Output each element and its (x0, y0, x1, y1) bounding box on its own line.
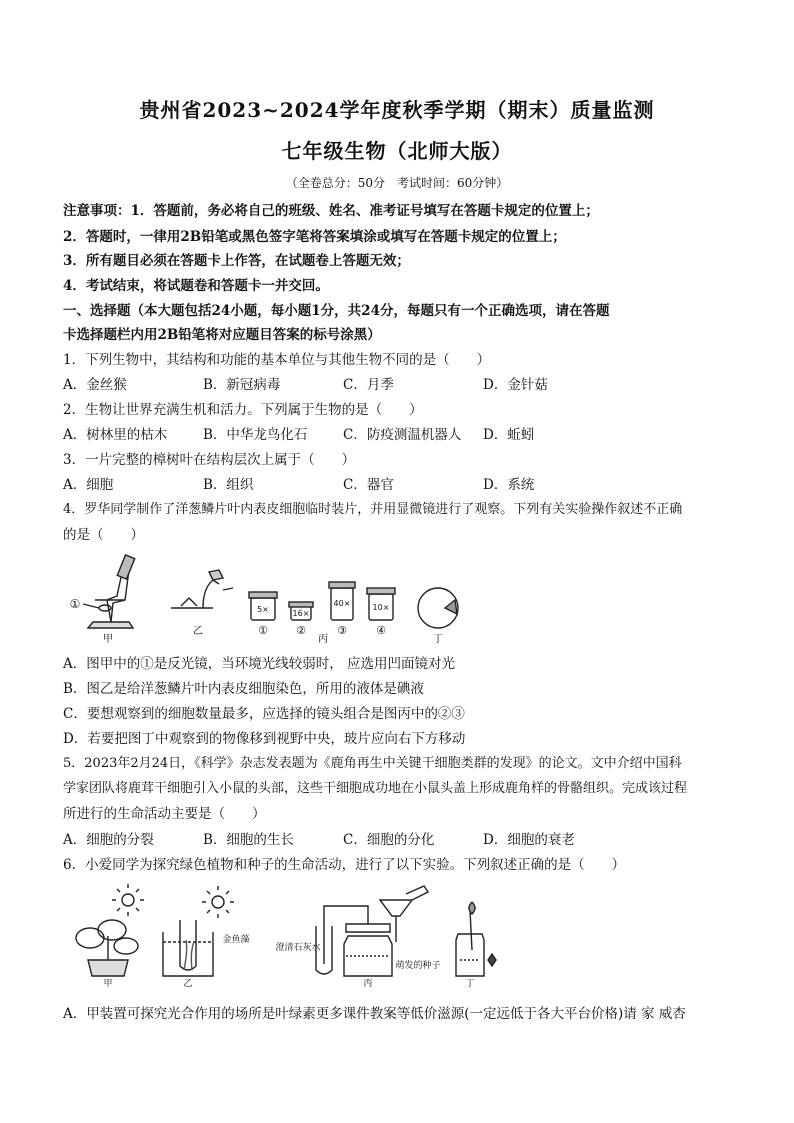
q4-option-c: C．要想观察到的细胞数量最多，应选择的镜头组合是图丙中的②③ (63, 706, 465, 722)
sun-icon (112, 884, 144, 916)
sun-icon-2 (202, 886, 234, 918)
q5-option-d: D．细胞的衰老 (483, 832, 575, 848)
q4-lens-label-16x: 16× (292, 609, 310, 618)
q4-option-b: B．图乙是给洋葱鳞片叶内表皮细胞染色，所用的液体是碘液 (63, 681, 424, 697)
q2-option-d: D．蚯蚓 (483, 427, 535, 443)
staining-drawing (171, 570, 233, 608)
q4-lens-number-4: ④ (376, 624, 386, 637)
note-3: 3．所有题目必须在答题卡上作答，在试题卷上答题无效； (63, 253, 410, 269)
q3-option-a: A．细胞 (63, 477, 114, 493)
section-heading-line1: 一、选择题（本大题包括24小题，每小题1分，共24分，每题只有一个正确选项，请在答题 (63, 303, 610, 319)
q6-annotation-limewater: 澄清石灰水 (275, 943, 321, 953)
q1-option-a: A．金丝猴 (63, 377, 127, 393)
note-1: 注意事项：1．答题前，务必将自己的班级、姓名、准考证号填写在答题卡规定的位置上； (63, 203, 599, 219)
question-1-stem: 1．下列生物中，其结构和功能的基本单位与其他生物不同的是（ ） (63, 352, 491, 368)
q6-annotation-hornwort: 金鱼藻 (222, 935, 250, 945)
question-6-stem: 6．小爱同学为探究绿色植物和种子的生命活动，进行了以下实验。下列叙述正确的是（ ） (63, 857, 626, 873)
q4-label-jia: 甲 (103, 634, 113, 645)
q1-option-d: D．金针菇 (483, 377, 548, 393)
q4-figure (63, 548, 483, 646)
q3-option-b: B．组织 (203, 477, 254, 493)
question-2-stem: 2．生物让世界充满生机和活力。下列属于生物的是（ ） (63, 402, 423, 418)
exam-subject: 七年级生物（北师大版） (281, 139, 513, 163)
q1-option-c: C．月季 (343, 377, 394, 393)
q4-lens-label-10x: 10× (372, 603, 390, 612)
q4-label-circle1: ① (69, 597, 81, 611)
q6-label-bing: 丙 (363, 979, 373, 988)
question-4-stem-line2: 的是（ ） (63, 527, 144, 543)
candle-jar-drawing (456, 902, 496, 976)
lens-drawings (249, 582, 395, 620)
q6-label-yi: 乙 (183, 979, 193, 988)
q4-option-d: D．若要把图丁中观察到的物像移到视野中央，玻片应向右下方移动 (63, 731, 466, 747)
q2-option-a: A．树林里的枯木 (63, 427, 168, 443)
q3-option-c: C．器官 (343, 477, 394, 493)
question-4-stem-line1: 4．罗华同学制作了洋葱鳞片叶内表皮细胞临时装片，并用显微镜进行了观察。下列有关实验操作叙述不正确 (63, 502, 683, 517)
question-3-stem: 3．一片完整的樟树叶在结构层次上属于（ ） (63, 452, 356, 468)
q2-option-b: B．中华龙鸟化石 (203, 427, 308, 443)
q6-option-a: A．甲装置可探究光合作用的场所是叶绿素更多课件教案等低价滋源(一定远低于各大平台价格)请 家 威杏 (63, 1006, 686, 1022)
q6-label-jia: 甲 (103, 979, 113, 988)
potted-plant-drawing (76, 920, 138, 976)
note-4: 4．考试结束，将试题卷和答题卡一并交回。 (63, 278, 329, 294)
q4-label-bing: 丙 (318, 634, 328, 645)
q6-figure (68, 880, 528, 988)
q5-option-a: A．细胞的分裂 (63, 832, 154, 848)
q5-option-c: C．细胞的分化 (343, 832, 435, 848)
q4-lens-label-40x: 40× (333, 599, 351, 608)
section-heading-line2: 卡选择题栏内用2B铅笔将对应题目答案的标号涂黑） (63, 327, 381, 343)
q4-lens-number-3: ③ (337, 624, 347, 637)
q5-option-b: B．细胞的生长 (203, 832, 294, 848)
question-5-stem-line1: 5．2023年2月24日，《科学》杂志发表题为《鹿角再生中关键干细胞类群的发现》的论文。文中介绍中国科 (63, 756, 682, 771)
q4-lens-number-1: ① (258, 624, 268, 637)
q4-label-ding: 丁 (433, 634, 443, 645)
question-5-stem-line2: 学家团队将鹿茸干细胞引入小鼠的头部，这些干细胞成功地在小鼠头盖上形成鹿角样的骨骼组织。完成该过程 (63, 781, 688, 796)
q4-lens-number-2: ② (296, 624, 306, 637)
q4-label-yi: 乙 (193, 626, 203, 637)
q6-label-ding: 丁 (465, 979, 475, 988)
microscope-drawing (83, 555, 135, 628)
q6-annotation-seeds: 萌发的种子 (395, 961, 441, 971)
exam-info: （全卷总分：50分 考试时间：60分钟） (285, 176, 509, 190)
q1-option-b: B．新冠病毒 (203, 377, 281, 393)
q2-option-c: C．防疫测温机器人 (343, 427, 462, 443)
q3-option-d: D．系统 (483, 477, 535, 493)
question-5-stem-line3: 所进行的生命活动主要是（ ） (63, 806, 266, 822)
q4-option-a: A．图甲中的①是反光镜，当环境光线较弱时， 应选用凹面镜对光 (63, 656, 456, 672)
note-2: 2．答题时，一律用2B铅笔或黑色签字笔将答案填涂或填写在答题卡规定的位置上； (63, 229, 566, 245)
beaker-drawing (163, 920, 213, 976)
q4-lens-label-5x: 5× (257, 605, 269, 614)
exam-title: 贵州省2023~2024学年度秋季学期（期末）质量监测 (139, 98, 655, 122)
field-of-view-drawing (418, 588, 458, 628)
